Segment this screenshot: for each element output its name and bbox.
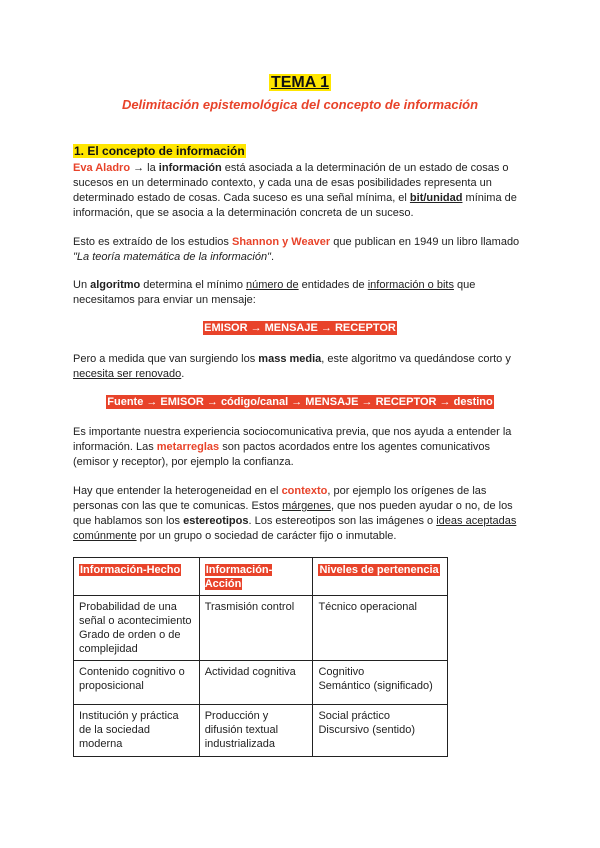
p6-mid1: , por ejemplo los orígenes de las personas con las que te comunicas. Estos [73, 485, 487, 512]
p6-post: por un grupo o sociedad de carácter fijo o inmutable. [136, 530, 397, 542]
table-header-row [74, 558, 448, 596]
page-subtitle: Delimitación epistemológica del concepto de información [121, 97, 479, 112]
section-heading [73, 144, 523, 160]
p1-rest2: mínima de información, que se asocia a la determinación concreta de un suceso. [73, 192, 517, 219]
p2-pre: Esto es extraído de los estudios [73, 236, 232, 248]
p2-post: que publican en 1949 un libro llamado [330, 236, 520, 248]
p4-end: . [181, 368, 185, 380]
p4-mid: , este algoritmo va quedándose corto y [321, 353, 511, 365]
title-text: TEMA 1 [270, 74, 330, 91]
author-name: Eva Aladro [73, 162, 131, 174]
table-cell: Técnico operacional [313, 596, 448, 661]
p6-ideas: ideas aceptadas comúnmente [73, 515, 517, 542]
flow-diagram-1 [0, 322, 600, 334]
p6-ster: estereotipos [183, 515, 249, 527]
p1-rest1: está asociada a la determinación de un estado de cosas o sucesos en un determinado contexto, y cada una de esas posibilidades representa un determinado estado de cosas. Cada suceso es una señal mínima, el [73, 162, 509, 204]
p2-authors: Shannon y Weaver [231, 236, 331, 248]
table-cell: Social práctico Discursivo (sentido) [313, 705, 448, 757]
p6-mid2: , que nos pueden ayudar o no, de los que hablamos son los [73, 500, 513, 527]
p3-mid2: entidades de [298, 279, 368, 291]
p3-mid1: determina el mínimo [140, 279, 247, 291]
p3-bits: información o bits [367, 279, 454, 291]
p4-mass: mass media [258, 353, 322, 365]
paragraph-5 [73, 425, 523, 470]
table-row [74, 661, 448, 705]
paragraph-3 [73, 278, 523, 308]
table-header-cell: Información-Hecho [74, 558, 200, 596]
table-cell: Institución y práctica de la sociedad moderna [74, 705, 200, 757]
p5-post: son pactos acordados entre los agentes comunicativos (emisor y receptor), por ejemplo la confianza. [73, 441, 491, 468]
table-cell: Contenido cognitivo o proposicional [74, 661, 200, 705]
p6-mid3: . Los estereotipos son las imágenes o [248, 515, 437, 527]
paragraph-6 [73, 484, 523, 544]
information-table [73, 557, 448, 757]
paragraph-2 [73, 235, 523, 265]
p6-marg: márgenes [282, 500, 332, 512]
table-header-cell: Niveles de pertenencia [313, 558, 448, 596]
p1-arrow: → la [130, 162, 159, 174]
paragraph-4 [73, 352, 523, 382]
table-row [74, 705, 448, 757]
p6-pre: Hay que entender la heterogeneidad en el [73, 485, 282, 497]
flow-1-text: EMISOR → MENSAJE → RECEPTOR [204, 322, 396, 334]
table-cell: Trasmisión control [199, 596, 313, 661]
table-cell: Producción y difusión textual industrializada [199, 705, 313, 757]
section-heading-text: 1. El concepto de información [74, 144, 245, 158]
page-title [0, 74, 600, 92]
p6-ctx: contexto [281, 485, 328, 497]
p2-end: . [270, 251, 275, 263]
table-row [74, 596, 448, 661]
p3-num: número de [246, 279, 299, 291]
p1-info-word: información [158, 162, 222, 174]
p4-renew: necesita ser renovado [73, 368, 182, 380]
p1-bit-word: bit/unidad [409, 192, 463, 204]
table-header-cell: Información-Acción [199, 558, 313, 596]
p5-meta: metarreglas [156, 441, 220, 453]
p3-pre: Un [73, 279, 91, 291]
table-cell: Probabilidad de una señal o acontecimiento Grado de orden o de complejidad [74, 596, 200, 661]
p3-algo: algoritmo [90, 279, 141, 291]
flow-2-text: Fuente → EMISOR → código/canal → MENSAJE → RECEPTOR → destino [107, 396, 493, 408]
paragraph-1 [73, 161, 523, 221]
p5-pre: Es importante nuestra experiencia sociocomunicativa previa, que nos ayuda a entender la información. Las [73, 426, 512, 453]
p4-pre: Pero a medida que van surgiendo los [73, 353, 259, 365]
p3-post: que necesitamos para enviar un mensaje: [73, 279, 476, 306]
flow-diagram-2 [0, 396, 600, 408]
p2-book: "La teoría matemática de la información" [73, 251, 271, 263]
table-cell: Actividad cognitiva [199, 661, 313, 705]
table-cell: Cognitivo Semántico (significado) [313, 661, 448, 705]
